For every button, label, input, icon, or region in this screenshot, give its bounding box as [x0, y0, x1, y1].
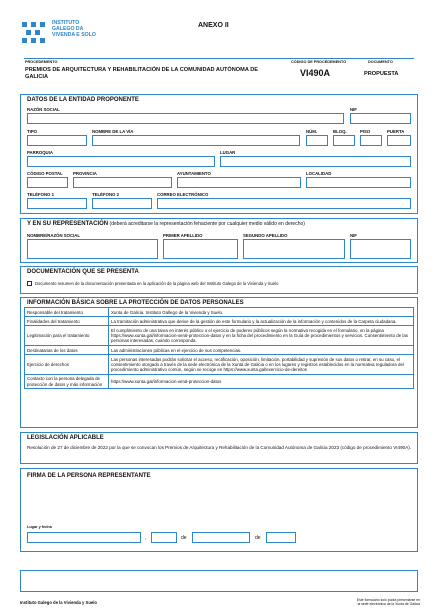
- procedure-label: PROCEDEMENTO: [25, 60, 58, 64]
- signature-title: FIRMA DE LA PERSONA REPRESENTANTE: [27, 473, 151, 479]
- label-piso: PISO: [360, 129, 371, 134]
- document-type: PROPUESTA: [364, 71, 399, 77]
- table-row: [25, 326, 414, 346]
- annex-title: ANEXO II: [198, 22, 229, 29]
- label-parroquia: PARROQUIA: [27, 150, 53, 155]
- label-tel2: TELÉFONO 2: [92, 192, 119, 197]
- razon-social-field[interactable]: [27, 113, 344, 124]
- label-rep-name: NOMBRE/RAZÓN SOCIAL: [27, 233, 80, 238]
- label-cp: CÓDIGO POSTAL: [27, 171, 63, 176]
- de-separator-1: de: [181, 535, 187, 541]
- tel2-field[interactable]: [92, 198, 152, 209]
- bloq-field[interactable]: [333, 135, 355, 146]
- legislation-text: Resolución de 27 de diciembre de 2022 por la que se convocan los Premios de Arquitectura y Rehabilitación de la Comunidad Autónoma de Galicia 2023 (código de procedimiento VI490A).: [27, 445, 412, 450]
- day-field[interactable]: [151, 532, 177, 543]
- dp-key: Legitimación para el tratamiento: [25, 326, 109, 346]
- dp-value: La tramitación administrativa que derive de la gestión de este formulario y la actualización de la información y contenidos de la Carpeta ciudadana.: [109, 317, 414, 326]
- table-row: [25, 355, 414, 375]
- footer-left: Instituto Galego de la Vivienda y Suelo: [20, 600, 97, 605]
- label-ayuntamiento: AYUNTAMIENTO: [177, 171, 211, 176]
- label-provincia: PROVINCIA: [73, 171, 97, 176]
- entity-title: DATOS DE LA ENTIDAD PROPONENTE: [27, 97, 139, 103]
- label-localidad: LOCALIDAD: [306, 171, 332, 176]
- legislation-title: LEGISLACIÓN APLICABLE: [27, 435, 104, 441]
- representation-heading: Y EN SU REPRESENTACIÓN: [27, 221, 109, 227]
- table-row: [25, 308, 414, 317]
- via-field[interactable]: [92, 135, 300, 146]
- rep-name-field[interactable]: [27, 239, 158, 259]
- localidad-field[interactable]: [306, 177, 411, 188]
- code-label: CÓDIGO DE PROCEDEMENTO: [291, 60, 347, 64]
- label-razon-social: RAZÓN SOCIAL: [27, 107, 60, 112]
- nif-field[interactable]: [350, 113, 411, 124]
- email-field[interactable]: [157, 198, 411, 209]
- year-field[interactable]: [266, 532, 296, 543]
- footer-right-line1: Este formulario solo podrá presentarse en: [356, 598, 420, 602]
- month-field[interactable]: [192, 532, 250, 543]
- tel1-field[interactable]: [27, 198, 87, 209]
- label-nif: NIF: [350, 107, 357, 112]
- docs-title: DOCUMENTACIÓN QUE SE PRESENTA: [27, 269, 139, 275]
- provincia-field[interactable]: [73, 177, 172, 188]
- label-rep-ap1: PRIMER APELLIDO: [163, 233, 203, 238]
- representation-title: [27, 221, 305, 227]
- label-bloq: BLOQ.: [333, 129, 347, 134]
- ayuntamiento-field[interactable]: [177, 177, 301, 188]
- dp-value: El cumplimiento de una tarea en interés público o el ejercicio de poderes públicos según la normativa recogida en el formulario, en la página https://www.xunta.gal/informacion-xeral-proteccion-datos y en la ficha del procedimiento en la Guía de procedimientos y servicios. Consentimiento de las personas interesadas, cuando corresponda.: [109, 326, 414, 346]
- table-row: [25, 317, 414, 326]
- place-field[interactable]: [27, 532, 141, 543]
- dp-value: https://www.xunta.gal/informacion-xeral-proteccion-datos: [109, 374, 414, 388]
- document-label: DOCUMENTO: [368, 60, 393, 64]
- lugar-field[interactable]: [220, 156, 411, 167]
- entity-section: [20, 94, 418, 214]
- label-rep-nif: NIF: [350, 233, 357, 238]
- footer-right: [320, 598, 420, 606]
- docs-item-text: Documento resumen de la documentación presentada en la aplicación de la página web del Instituto Galego de la Vivienda y Suelo: [35, 281, 279, 286]
- table-row: [25, 374, 414, 388]
- data-protection-title: INFORMACIÓN BÁSICA SOBRE LA PROTECCIÓN DE DATOS PERSONALES: [27, 300, 244, 306]
- label-lugar: LUGAR: [220, 150, 236, 155]
- label-email: CORREO ELECTRÓNICO: [157, 192, 209, 197]
- procedure-title: PREMIOS DE ARQUITECTURA Y REHABILITACIÓN DE LA COMUNIDAD AUTÓNOMA DE GALICIA: [25, 67, 258, 80]
- label-via: NOMBRE DE LA VÍA: [92, 129, 134, 134]
- label-num: NÚM.: [306, 129, 317, 134]
- label-puerta: PUERTA: [387, 129, 405, 134]
- de-separator-2: de: [255, 535, 261, 541]
- docs-checkbox[interactable]: [27, 281, 32, 286]
- label-tipo: TIPO: [27, 129, 38, 134]
- registry-box: [20, 570, 418, 592]
- dp-value: Las administraciones públicas en el ejercicio de sus competencias.: [109, 346, 414, 355]
- dp-key: Ejercicio de derechos: [25, 355, 109, 375]
- logo-text: INSTITUTO GALEGO DA VIVENDA E SOLO: [52, 20, 96, 38]
- label-tel1: TELÉFONO 1: [27, 192, 54, 197]
- procedure-code: VI490A: [300, 68, 331, 78]
- tipo-field[interactable]: [27, 135, 87, 146]
- representation-note: (deberá acreditarse la representación fehaciente por cualquier medio válido en derecho): [109, 221, 305, 227]
- cp-field[interactable]: [27, 177, 68, 188]
- dp-key: Finalidades del tratamiento: [25, 317, 109, 326]
- comma-separator: ,: [145, 535, 147, 541]
- place-date-label: Lugar y fecha: [27, 525, 52, 529]
- dp-value: Las personas interesadas podrán solicitar el acceso, rectificación, oposición, limitación, portabilidad y supresión de sus datos o retirar, en su caso, el consentimiento otorgado a través de la sede electrónica de la Xunta de Galicia o en los lugares y registros establecidos en la normativa reguladora del procedimiento administrativo común, según se recoge en https://www.xunta.gal/exercicio-de-dereitos: [109, 355, 414, 375]
- piso-field[interactable]: [360, 135, 382, 146]
- dp-value: Xunta de Galicia. Instituto Gallego de la Vivienda y Suelo.: [109, 308, 414, 317]
- dp-key: Responsable del tratamiento: [25, 308, 109, 317]
- label-rep-ap2: SEGUNDO APELLIDO: [243, 233, 288, 238]
- footer-right-line2: la sede electrónica de la Xunta de Galicia: [357, 602, 420, 606]
- data-protection-table: [24, 307, 414, 389]
- dp-key: Destinatarias de los datos: [25, 346, 109, 355]
- rep-ap1-field[interactable]: [163, 239, 238, 259]
- num-field[interactable]: [306, 135, 328, 146]
- table-row: [25, 346, 414, 355]
- rep-ap2-field[interactable]: [243, 239, 345, 259]
- rep-nif-field[interactable]: [350, 239, 411, 259]
- parroquia-field[interactable]: [27, 156, 215, 167]
- dp-key: Contacto con la persona delegada de protección de datos y más información: [25, 374, 109, 388]
- xunta-logo-icon: [20, 20, 48, 48]
- puerta-field[interactable]: [387, 135, 411, 146]
